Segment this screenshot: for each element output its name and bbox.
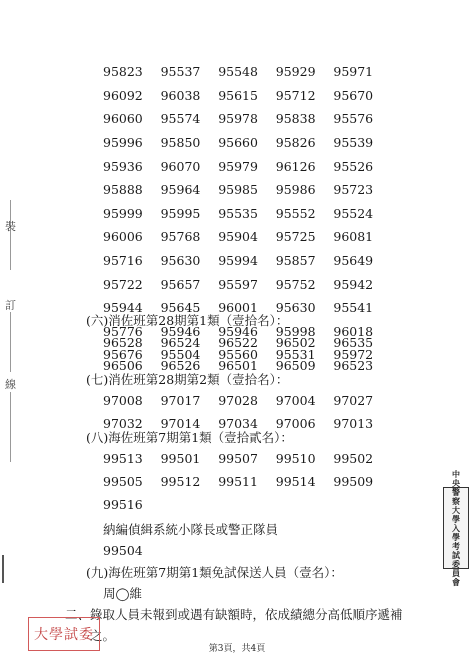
grid-row — [103, 60, 391, 84]
seal-char: 中 — [452, 468, 460, 479]
grid-row — [103, 272, 391, 296]
seal-char: 警 — [452, 486, 460, 497]
grid-row — [103, 249, 391, 273]
grid-cell: 97034 — [218, 416, 258, 431]
grid-row — [103, 225, 391, 249]
grid-cell: 96092 — [103, 87, 143, 103]
binding-line-middle — [10, 312, 11, 372]
grid-cell: 96081 — [333, 229, 374, 245]
grid-cell: 96502 — [275, 335, 316, 350]
seal-char: 考 — [452, 540, 460, 551]
grid-cell: 95985 — [218, 182, 258, 198]
grid-cell: 95548 — [218, 64, 258, 80]
seal-char: 員 — [452, 567, 460, 578]
grid-cell: 95944 — [103, 300, 143, 316]
grid-cell: 99513 — [103, 451, 143, 466]
grid-cell: 96522 — [218, 335, 258, 350]
grid-cell: 99507 — [218, 451, 258, 466]
grid-cell: 97017 — [160, 393, 201, 408]
grid-cell: 95752 — [275, 276, 316, 292]
seal-char: 學 — [452, 531, 460, 542]
grid-cell: 96501 — [218, 358, 258, 373]
grid-cell: 95723 — [333, 182, 374, 198]
grid-cell: 96006 — [103, 229, 143, 245]
grid-cell: 97028 — [218, 393, 258, 408]
grid-cell: 95929 — [275, 64, 316, 80]
grid-cell: 97014 — [160, 416, 201, 431]
grid-cell: 95946 — [160, 323, 201, 339]
grid-row — [103, 202, 391, 226]
binding-mark-3: 線 — [5, 378, 16, 391]
grid-cell: 95942 — [333, 276, 374, 292]
grid-cell: 95850 — [160, 135, 201, 151]
section-8-note-value: 99504 — [103, 543, 143, 558]
grid-cell: 95776 — [103, 323, 143, 339]
item-2-text: 二、錄取人員未報到或遇有缺額時，依成績總分高低順序遞補 — [65, 607, 403, 622]
section-9-name: 周◯維 — [103, 586, 142, 601]
grid-cell: 97027 — [333, 393, 374, 408]
grid-cell: 95576 — [333, 111, 374, 127]
grid-cell: 95716 — [103, 253, 143, 269]
grid-cell: 99501 — [160, 451, 201, 466]
grid-cell: 96528 — [103, 335, 143, 350]
grid-cell: 95539 — [333, 135, 374, 151]
section-8-row — [103, 474, 391, 489]
seal-char: 大 — [452, 504, 460, 515]
grid-cell: 99509 — [333, 474, 374, 489]
grid-cell: 95972 — [333, 347, 374, 363]
grid-cell: 96126 — [275, 158, 316, 174]
binding-mark-2: 訂 — [5, 299, 16, 312]
seal-char — [452, 470, 460, 587]
grid-cell: 96018 — [333, 323, 374, 339]
grid-cell: 97006 — [275, 416, 316, 431]
grid-cell: 95541 — [333, 300, 374, 316]
grid-cell: 95712 — [275, 87, 316, 103]
grid-cell: 97004 — [275, 393, 316, 408]
section-8-note: 納編偵緝系統小隊長或警正隊員 — [103, 522, 279, 537]
grid-cell: 95946 — [218, 323, 258, 339]
section-7-row — [103, 393, 391, 408]
grid-cell: 97013 — [333, 416, 374, 431]
grid-cell: 95531 — [275, 347, 316, 363]
section-6-heading: (六)消佐班第28期第1類（壹拾名）： — [86, 313, 289, 328]
grid-row — [103, 84, 391, 108]
grid-cell: 95537 — [160, 64, 201, 80]
grid-cell: 99502 — [333, 451, 374, 466]
grid-cell: 99511 — [218, 474, 258, 489]
grid-cell: 95660 — [218, 135, 258, 151]
grid-cell: 96070 — [160, 158, 201, 174]
grid-cell: 95630 — [160, 253, 201, 269]
grid-cell: 95615 — [218, 87, 258, 103]
grid-cell: 95888 — [103, 182, 143, 198]
grid-cell: 95645 — [160, 300, 201, 316]
grid-cell: 95823 — [103, 64, 143, 80]
grid-cell: 95722 — [103, 276, 143, 292]
grid-cell: 95535 — [218, 205, 258, 221]
binding-line-top — [10, 200, 11, 270]
grid-cell: 95826 — [275, 135, 316, 151]
grid-cell: 95857 — [275, 253, 316, 269]
seal-char: 委 — [452, 558, 460, 569]
grid-cell: 99512 — [160, 474, 201, 489]
grid-cell: 95999 — [103, 205, 143, 221]
item-2-text-cont: 之。 — [90, 628, 116, 643]
grid-row — [103, 154, 391, 178]
grid-cell: 95670 — [333, 87, 374, 103]
grid-cell: 95971 — [333, 64, 374, 80]
grid-row — [103, 178, 391, 202]
section-9-heading: (九)海佐班第7期第1類免試保送人員（壹名）： — [86, 565, 343, 580]
grid-cell: 99510 — [275, 451, 316, 466]
grid-cell: 99516 — [103, 497, 143, 512]
grid-cell: 95649 — [333, 253, 374, 269]
section-8-row — [103, 497, 161, 512]
grid-cell: 96038 — [160, 87, 201, 103]
grid-cell: 95986 — [275, 182, 316, 198]
grid-cell: 96535 — [333, 335, 374, 350]
grid-cell: 95552 — [275, 205, 316, 221]
seal-char: 學 — [452, 513, 460, 524]
grid-cell: 95904 — [218, 229, 258, 245]
seal-char: 會 — [452, 576, 460, 587]
committee-seal-right — [443, 468, 469, 587]
grid-cell: 95994 — [218, 253, 258, 269]
binding-mark-1: 裝 — [5, 220, 16, 233]
grid-cell: 95574 — [160, 111, 201, 127]
grid-cell: 95676 — [103, 347, 143, 363]
grid-cell: 96506 — [103, 358, 143, 373]
section-6-row — [103, 335, 391, 350]
section-7-heading: (七)消佐班第28期第2類（壹拾名）： — [86, 372, 289, 387]
grid-cell: 95998 — [275, 323, 316, 339]
grid-cell: 96526 — [160, 358, 201, 373]
grid-cell: 95524 — [333, 205, 374, 221]
grid-cell: 99514 — [275, 474, 316, 489]
grid-cell: 95657 — [160, 276, 201, 292]
grid-row — [103, 131, 391, 155]
section-8-heading: (八)海佐班第7期第1類（壹拾貳名）： — [86, 430, 293, 445]
grid-cell: 95768 — [160, 229, 201, 245]
page-footer: 第3頁，共4頁 — [208, 644, 266, 654]
seal-char: 試 — [452, 549, 460, 560]
grid-row — [103, 107, 391, 131]
committee-seal-left: 大學試委 — [28, 617, 100, 651]
grid-cell: 95504 — [160, 347, 201, 363]
grid-cell: 96001 — [218, 300, 258, 316]
grid-cell: 95964 — [160, 182, 201, 198]
grid-cell: 95597 — [218, 276, 258, 292]
grid-cell: 95630 — [275, 300, 316, 316]
seal-char: 入 — [452, 522, 460, 533]
seal-char: 察 — [452, 495, 460, 506]
grid-cell: 95526 — [333, 158, 374, 174]
grid-cell: 95838 — [275, 111, 316, 127]
grid-cell: 95978 — [218, 111, 258, 127]
grid-cell: 96523 — [333, 358, 374, 373]
grid-cell: 95979 — [218, 158, 258, 174]
binding-line-bottom — [10, 392, 11, 462]
grid-cell: 96060 — [103, 111, 143, 127]
left-margin-notch — [2, 555, 10, 583]
grid-cell: 95996 — [103, 135, 143, 151]
grid-cell: 96509 — [275, 358, 316, 373]
grid-cell: 99505 — [103, 474, 143, 489]
grid-cell: 97032 — [103, 416, 143, 431]
grid-cell: 95560 — [218, 347, 258, 363]
grid-cell: 95936 — [103, 158, 143, 174]
seal-char: 央 — [452, 477, 460, 488]
grid-cell: 96524 — [160, 335, 201, 350]
grid-cell: 97008 — [103, 393, 143, 408]
section-8-row — [103, 451, 391, 466]
grid-cell: 95725 — [275, 229, 316, 245]
grid-cell: 95995 — [160, 205, 201, 221]
